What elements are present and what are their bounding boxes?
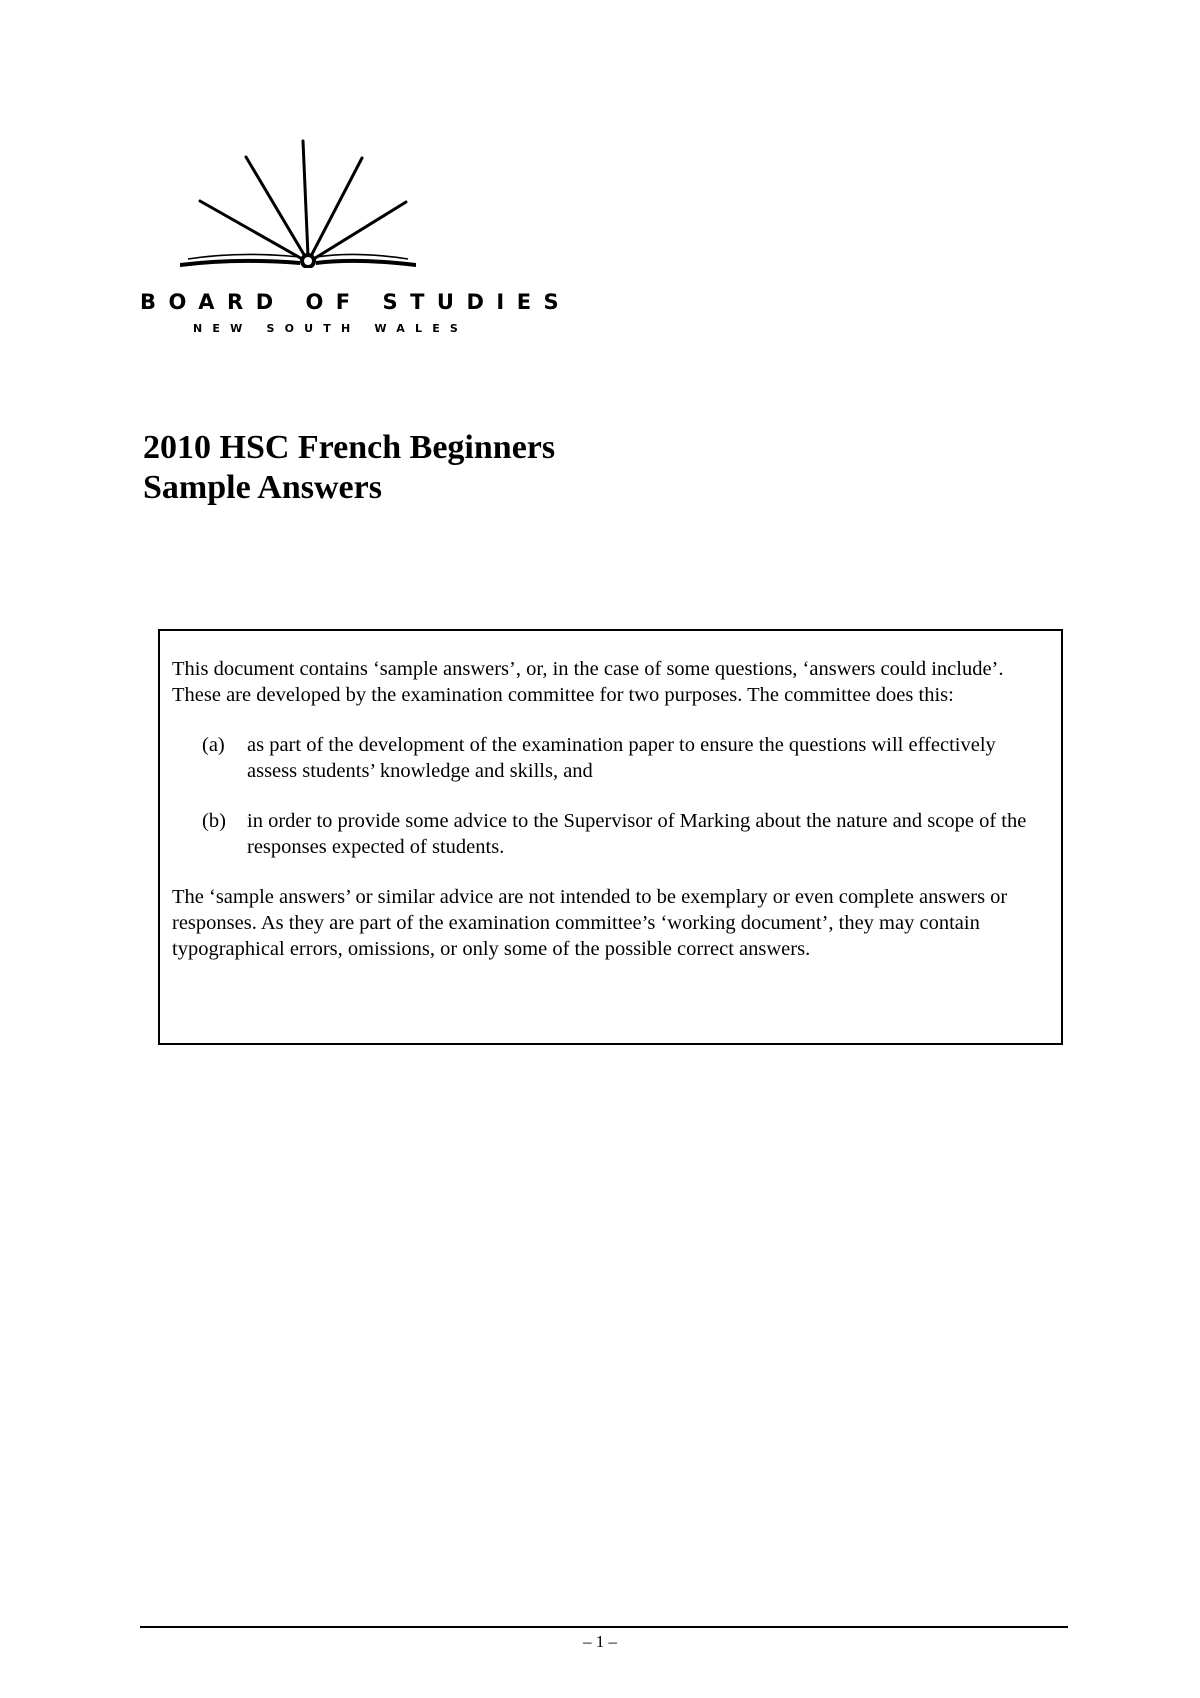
logo-title: BOARD OF STUDIES bbox=[140, 290, 572, 314]
notice-item-marker: (a) bbox=[202, 734, 225, 756]
sunburst-book-icon bbox=[178, 138, 478, 268]
document-title bbox=[143, 428, 555, 508]
logo-subtitle: NEW SOUTH WALES bbox=[193, 322, 469, 335]
footer-divider bbox=[140, 1626, 1068, 1628]
document-title-line2: Sample Answers bbox=[143, 469, 382, 506]
notice-item-text: as part of the development of the examination paper to ensure the questions will effectively assess students’ knowledge and skills, and bbox=[247, 734, 996, 782]
notice-item-text: in order to provide some advice to the Supervisor of Marking about the nature and scope of the responses expected of students. bbox=[247, 810, 1027, 858]
notice-item-b bbox=[202, 808, 1049, 860]
document-title-line1: 2010 HSC French Beginners bbox=[143, 429, 556, 466]
notice-item-marker: (b) bbox=[202, 810, 226, 832]
notice-item-a bbox=[202, 732, 1049, 784]
notice-intro: This document contains ‘sample answers’, or, in the case of some questions, ‘answers could include’. These are developed by the examination committee for two purposes. The committee does this: bbox=[172, 658, 1004, 706]
notice-closing: The ‘sample answers’ or similar advice are not intended to be exemplary or even complete answers or responses. As they are part of the examination committee’s ‘working document’, they may contain typographical errors, omissions, or only some of the possible correct answers. bbox=[172, 886, 1008, 960]
notice-box bbox=[158, 629, 1063, 1045]
page-number: – 1 – bbox=[583, 1632, 617, 1651]
